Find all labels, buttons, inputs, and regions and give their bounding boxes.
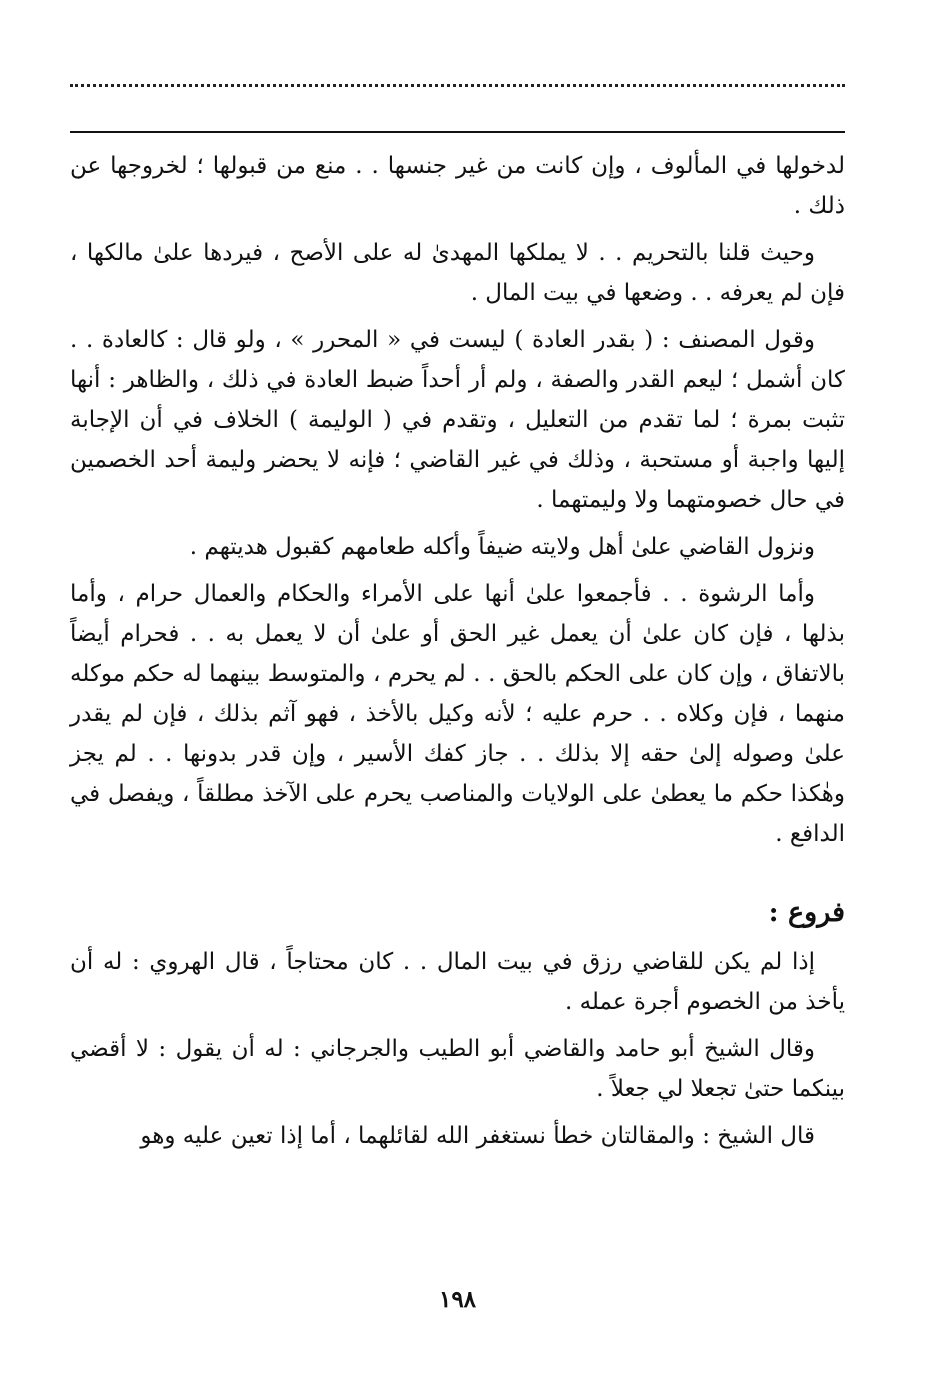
paragraph-2: وحيث قلنا بالتحريم . . لا يملكها المهدىٰ له على الأصح ، فيردها علىٰ مالكها ، فإن لم يعرفه . . وضعها في بيت المال . [70, 240, 845, 306]
paragraph-7: وقال الشيخ أبو حامد والقاضي أبو الطيب والجرجاني : له أن يقول : لا أقضي بينكما حتىٰ تجعلا لي جعلاً . [70, 1036, 845, 1102]
paragraph-3: وقول المصنف : ( بقدر العادة ) ليست في « المحرر » ، ولو قال : كالعادة . . كان أشمل ؛ ليعم القدر والصفة ، ولم أر أحداً ضبط العادة في ذلك ، والظاهر : أنها تثبت بمرة ؛ لما تقدم من التعليل ، وتقدم في ( الوليمة ) الخلاف في أن الإجابة إليها واجبة أو مستحبة ، وذلك في غير القاضي ؛ فإنه لا يحضر وليمة أحد الخصمين في حال خصومتهما ولا وليمتهما . [70, 327, 845, 513]
book-page [70, 0, 845, 1375]
paragraph-6: إذا لم يكن للقاضي رزق في بيت المال . . كان محتاجاً ، قال الهروي : له أن يأخذ من الخصوم أجرة عمله . [70, 949, 845, 1015]
paragraph-8: قال الشيخ : والمقالتان خطأ نستغفر الله لقائلهما ، أما إذا تعين عليه وهو [140, 1123, 815, 1149]
paragraph-5: وأما الرشوة . . فأجمعوا علىٰ أنها على الأمراء والحكام والعمال حرام ، وأما بذلها ، فإن كان علىٰ أن يعمل غير الحق أو علىٰ أن لا يعمل به . . فحرام أيضاً بالاتفاق ، وإن كان على الحكم بالحق . . لم يحرم ، والمتوسط بينهما له حكم موكله منهما ، فإن وكلاه . . حرم عليه ؛ لأنه وكيل بالأخذ ، فهو آثم بذلك ، فإن لم يقدر علىٰ وصوله إلىٰ حقه إلا بذلك . . جاز كفك الأسير ، وإن قدر بدونها . . لم يجز وهٰكذا حكم ما يعطىٰ على الولايات والمناصب يحرم على الآخذ مطلقاً ، ويفصل في الدافع . [70, 581, 845, 847]
main-text [70, 146, 845, 1163]
section-heading-furu: فروع : [768, 897, 845, 928]
paragraph-1: لدخولها في المألوف ، وإن كانت من غير جنسها . . منع من قبولها ؛ لخروجها عن ذلك . [70, 153, 845, 219]
paragraph-4: ونزول القاضي علىٰ أهل ولايته ضيفاً وأكله طعامهم كقبول هديتهم . [189, 534, 815, 560]
page-number: ١٩٨ [438, 1286, 477, 1313]
header-dotted-line [70, 84, 845, 87]
header-rule [70, 131, 845, 133]
